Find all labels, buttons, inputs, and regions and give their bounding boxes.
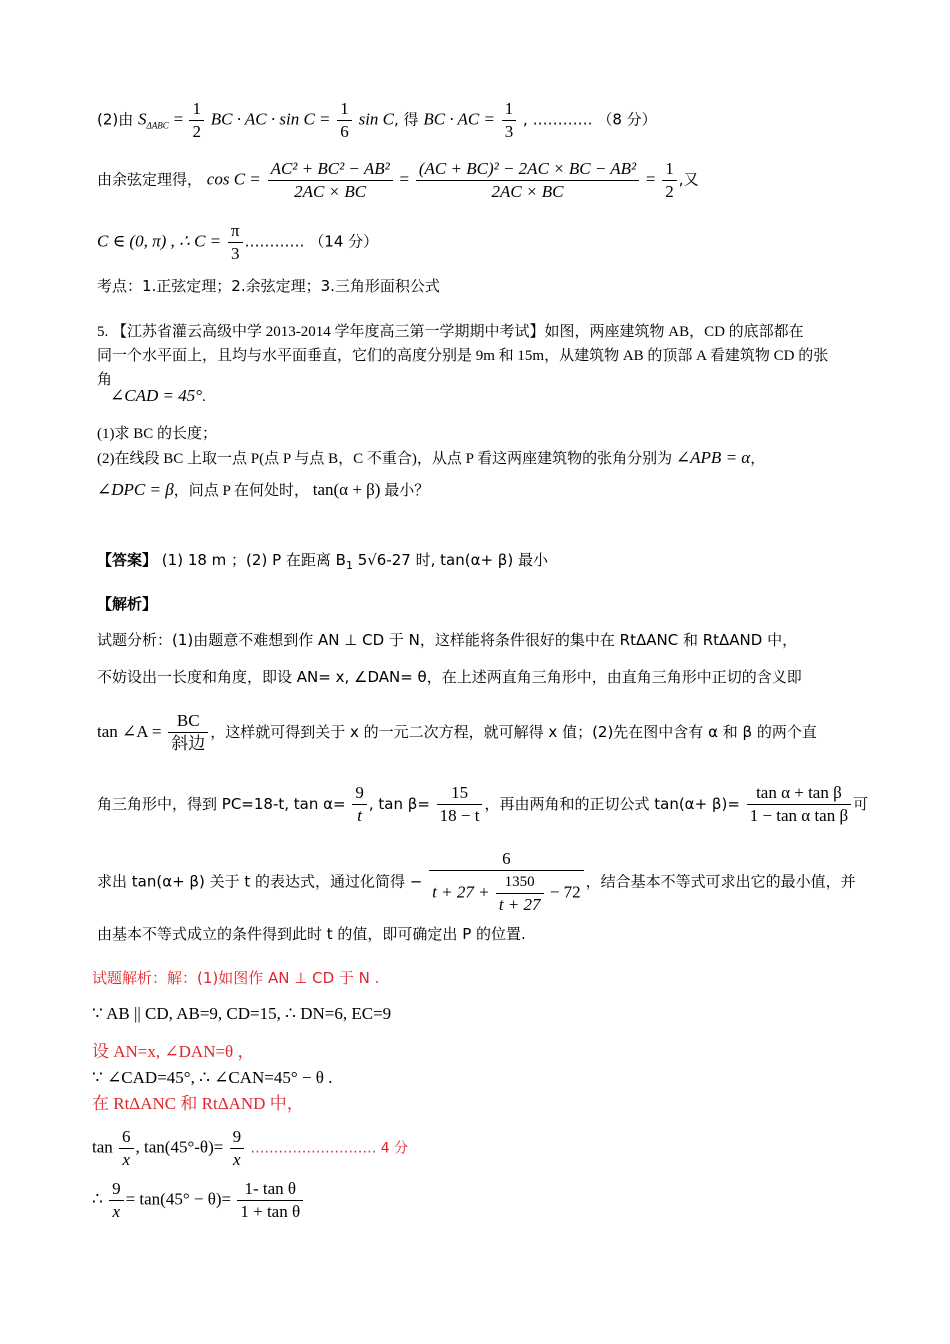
fraction-numerator: 6 <box>122 1127 131 1146</box>
tan-45-text: , tan(45°-θ)= <box>135 1137 224 1157</box>
fraction-denominator: 3 <box>502 120 517 143</box>
fraction-denominator: 2AC × BC <box>268 180 393 203</box>
fraction-denominator: 6 <box>337 120 352 143</box>
score-8: , ………… （8 分） <box>523 110 657 129</box>
q5-sub-2-text: (2)在线段 BC 上取一点 P(点 P 与点 B，C 不重合)，从点 P 看这两座建筑物的张角分别为 <box>97 451 673 467</box>
min-text: 最小？ <box>384 483 430 499</box>
angle-cad: ∠CAD = 45° <box>110 386 203 405</box>
therefore-sign: ∴ <box>92 1189 103 1209</box>
part2-area-line <box>97 98 657 143</box>
q5-line-2: 同一个水平面上，且均与水平面垂直，它们的高度分别是 9m 和 15m，从建筑物 AB 的顶部 A 看建筑物 CD 的张 <box>97 348 829 364</box>
fraction-half <box>189 98 204 143</box>
fraction-sixth <box>337 98 352 143</box>
area-subscript: ΔABC <box>146 120 169 131</box>
fraction-pi-3 <box>228 220 243 265</box>
kaodian-line: 考点：1.正弦定理；2.余弦定理；3.三角形面积公式 <box>97 277 440 295</box>
answer-label: 【答案】 <box>97 551 158 569</box>
fraction-denominator: 2AC × BC <box>416 180 639 203</box>
text-get: , 得 <box>394 110 419 129</box>
fraction-9-x <box>230 1126 245 1171</box>
angle-dpc: ∠DPC = β <box>97 480 174 499</box>
cos-c-lhs: cos C = <box>206 169 261 189</box>
formula-bc-ac: BC · AC = <box>423 109 495 129</box>
q5-sub-1: (1)求 BC 的长度； <box>97 426 218 442</box>
cos-fraction-3 <box>662 158 677 203</box>
analysis-line-4 <box>97 782 868 827</box>
analysis-line-3 <box>97 710 817 755</box>
fraction-denominator: 1 − tan α tan β <box>747 804 851 827</box>
fraction-numerator: 1 <box>504 99 514 118</box>
cos-fraction-2 <box>416 158 639 203</box>
solution-line-7 <box>92 1178 305 1223</box>
fraction-denominator: 3 <box>228 242 243 265</box>
fraction-numerator: 1- tan θ <box>244 1179 297 1198</box>
q5-line-1: 5. 【江苏省灌云高级中学 2013-2014 学年度高三第一学期期中考试】如图，两座建筑物 AB，CD 的底部都在 <box>97 324 804 340</box>
c-range-formula: C ∈ (0, π) , ∴ C = <box>97 231 222 251</box>
cos-fraction-1 <box>268 158 393 203</box>
fraction-numerator: (AC + BC)² − 2AC × BC − AB² <box>418 159 637 178</box>
fraction-denominator: 斜边 <box>168 732 208 755</box>
solution-line-5: 在 RtΔANC 和 RtΔAND 中， <box>92 1094 304 1113</box>
fraction-denominator: 18 − t <box>437 804 483 827</box>
fraction-numerator: 1 <box>192 99 201 118</box>
fraction-denominator: t + 27 <box>496 893 544 916</box>
fraction-bc-hyp <box>168 710 208 755</box>
analysis-line-3-text: ，这样就可得到关于 x 的一元二次方程，就可解得 x 值；(2)先在图中含有 α 和 β 的两个直 <box>210 723 817 741</box>
cos-tail: ,又 <box>678 170 699 189</box>
fraction-denominator: 1 + tan θ <box>237 1200 303 1223</box>
tan-beta-text: , tan β= <box>368 795 430 813</box>
fraction-numerator: tan α + tan β <box>756 783 842 802</box>
solution-line-3: 设 AN=x, ∠DAN=θ ， <box>92 1042 255 1061</box>
q5-sub-2 <box>97 448 765 469</box>
area-symbol: S <box>138 109 147 129</box>
cosine-line: 由余弦定理得， cos C = $\frac{\text{AC² + BC² − AB²}}{2AC \times BC}$ = $\frac{\text{(AC + BC)² − 2AC × BC − AB²}}{2AC \times BC}$ = $\frac{1}{2}$ ,又 <box>97 159 699 201</box>
fraction-numerator: 9 <box>112 1179 121 1198</box>
fraction-9-t <box>352 782 367 827</box>
fraction-denominator <box>429 870 583 916</box>
analysis-line-5 <box>97 848 856 916</box>
fraction-numerator: 9 <box>355 783 364 802</box>
q5-sub-2-cont <box>97 480 429 501</box>
q5-jiao: 角 <box>97 372 113 388</box>
fraction-numerator: 6 <box>502 849 511 868</box>
fraction-6-x <box>119 1126 134 1171</box>
fraction-numerator: BC <box>176 711 200 730</box>
solution-line-6 <box>92 1126 408 1171</box>
fraction-15 <box>437 782 483 827</box>
fraction-numerator: AC² + BC² − AB² <box>270 159 390 178</box>
fraction-simplified <box>429 848 583 916</box>
fraction-numerator: 1350 <box>504 874 535 890</box>
q5-angle-line <box>110 386 206 407</box>
score-14: ………… （14 分） <box>244 232 379 251</box>
analysis-line-4-pre: 角三角形中，得到 PC=18-t, tan α= <box>97 795 346 813</box>
inner-fraction <box>496 871 544 916</box>
analysis-line-4-mid: ，再由两角和的正切公式 tan(α+ β)= <box>484 795 740 813</box>
fraction-tan-sum <box>747 782 851 827</box>
tan-text: tan <box>92 1137 113 1157</box>
fraction-numerator: 1 <box>665 159 674 178</box>
tan-alpha-beta: tan(α + β) <box>312 480 381 499</box>
tan-45-theta: = tan(45° − θ)= <box>125 1189 232 1209</box>
fraction-third <box>502 98 517 143</box>
analysis-line-4-tail: 可 <box>853 795 869 813</box>
fraction-denominator: 2 <box>662 180 677 203</box>
fraction-numerator: 1 <box>340 99 349 118</box>
fraction-denominator: x <box>230 1148 245 1171</box>
comma: ， <box>750 451 766 467</box>
answer-text: (1) 18 m ；(2) P 在距离 B <box>161 551 346 569</box>
fraction-denominator: t <box>352 804 367 827</box>
answer-line <box>97 550 548 570</box>
answer-subscript: 1 <box>345 559 353 572</box>
tan-a: tan ∠A = <box>97 722 162 741</box>
formula-bc-ac-sinc: BC · AC · sin C = <box>210 109 331 129</box>
jiexi-label: 【解析】 <box>97 595 158 613</box>
fraction-denominator: x <box>119 1148 134 1171</box>
denominator-part-2: − 72 <box>549 882 581 902</box>
analysis-line-2: 不妨设出一长度和角度，即设 AN= x, ∠DAN= θ，在上述两直角三角形中，由直角三角形中正切的含义即 <box>97 668 802 686</box>
solution-line-2: ∵ AB || CD, AB=9, CD=15, ∴ DN=6, EC=9 <box>92 1004 392 1023</box>
angle-dot: . <box>202 389 206 405</box>
cosine-intro: 由余弦定理得， <box>97 170 203 189</box>
fraction-denominator: x <box>109 1200 124 1223</box>
score-4: ……………………… 4 分 <box>250 1140 409 1157</box>
analysis-line-5-pre: 求出 tan(α+ β) 关于 t 的表达式，通过化简得 − <box>97 872 423 891</box>
fraction-9-x-2 <box>109 1178 124 1223</box>
fraction-numerator: 15 <box>451 783 469 802</box>
analysis-line-5-tail: ，结合基本不等式可求出它的最小值，并 <box>585 872 856 891</box>
solution-line-4: ∵ ∠CAD=45°, ∴ ∠CAN=45° − θ . <box>92 1068 333 1087</box>
formula-sinc: sin C <box>358 109 395 129</box>
answer-value: 5√6-27 时, tan(α+ β) 最小 <box>352 551 549 569</box>
fraction-numerator: π <box>230 221 240 240</box>
fraction-denominator: 2 <box>189 120 204 143</box>
question-text: ，问点 P 在何处时， <box>173 483 309 499</box>
fraction-numerator: 9 <box>232 1127 242 1146</box>
part2-intro: (2)由 <box>97 110 134 129</box>
angle-apb: ∠APB = α <box>675 448 751 467</box>
equals-sign: = <box>173 109 188 129</box>
analysis-line-1: 试题分析：(1)由题意不难想到作 AN ⊥ CD 于 N，这样能将条件很好的集中在 RtΔANC 和 RtΔAND 中， <box>97 631 798 649</box>
solution-title: 试题解析：解：(1)如图作 AN ⊥ CD 于 N . <box>92 969 380 987</box>
c-range-line <box>97 220 378 265</box>
fraction-tan-theta <box>237 1178 303 1223</box>
denominator-part-1: t + 27 + <box>432 882 490 902</box>
analysis-line-6: 由基本不等式成立的条件得到此时 t 的值，即可确定出 P 的位置. <box>97 925 526 943</box>
